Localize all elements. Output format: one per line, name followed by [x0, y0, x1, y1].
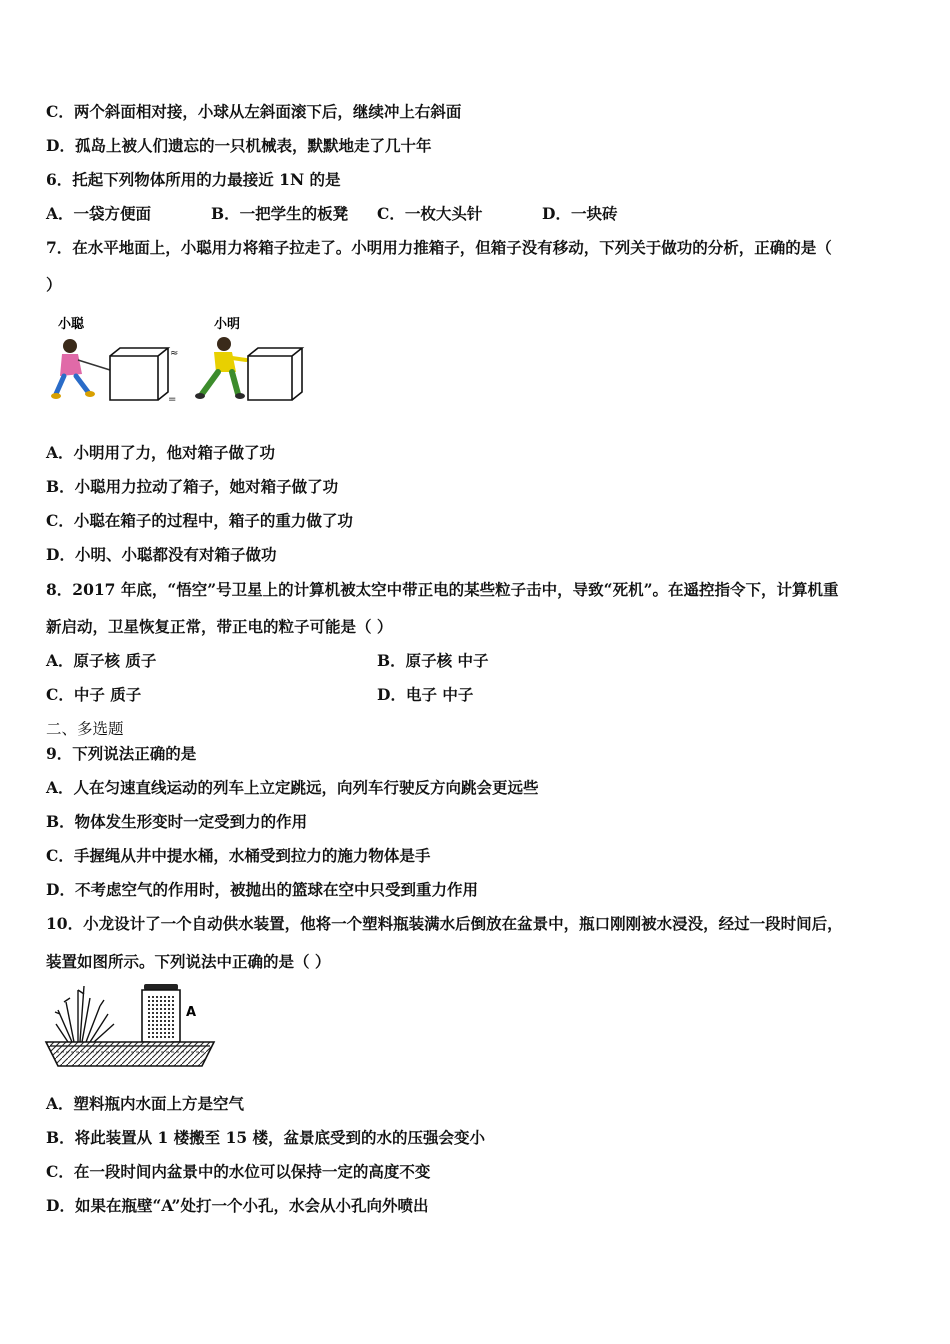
q7-label-xiaocong: 小聪	[58, 317, 85, 332]
q10-figure-drawing	[44, 980, 216, 1076]
q6-option-c: C．一枚大头针	[377, 204, 483, 223]
q10-option-c: C．在一段时间内盆景中的水位可以保持一定的高度不变	[46, 1162, 431, 1181]
q8-option-a: A．原子核 质子	[46, 651, 157, 670]
q10-option-d: D．如果在瓶壁“A”处打一个小孔，水会从小孔向外喷出	[46, 1196, 429, 1215]
q7-stem-line1: 7．在水平地面上，小聪用力将箱子拉走了。小明用力推箱子，但箱子没有移动，下列关于做功的分析，正确的是（	[46, 238, 832, 257]
girl-head-icon	[63, 339, 77, 353]
q8-options-row1	[46, 651, 906, 671]
q7-option-a: A．小明用了力，他对箱子做了功	[46, 443, 276, 462]
section-heading-multiple-choice: 二、多选题	[46, 720, 124, 738]
q8-options-row2	[46, 685, 906, 705]
q10-stem-line2: 装置如图所示。下列说法中正确的是（ ）	[46, 952, 331, 971]
q10-label-a: A	[186, 1005, 197, 1020]
q9-option-a: A．人在匀速直线运动的列车上立定跳远，向列车行驶反方向跳会更远些	[46, 778, 539, 797]
q9-option-b: B．物体发生形变时一定受到力的作用	[46, 812, 308, 831]
q9-option-c: C．手握绳从井中提水桶，水桶受到拉力的施力物体是手	[46, 846, 431, 865]
svg-text:≈: ≈	[170, 348, 179, 359]
q8-option-d: D．电子 中子	[377, 685, 474, 704]
q7-option-b: B．小聪用力拉动了箱子，她对箱子做了功	[46, 477, 339, 496]
boy-legs-icon	[202, 372, 238, 394]
plant-icon	[55, 986, 114, 1042]
q6-option-a: A．一袋方便面	[46, 204, 152, 223]
box-right-icon	[248, 348, 302, 400]
q8-option-b: B．原子核 中子	[377, 651, 489, 670]
q6-stem: 6．托起下列物体所用的力最接近 1N 的是	[46, 170, 341, 189]
q9-stem: 9．下列说法正确的是	[46, 744, 197, 763]
svg-text:=: =	[168, 394, 177, 405]
girl-legs-icon	[56, 376, 88, 394]
q10-stem-line1: 10．小龙设计了一个自动供水装置，他将一个塑料瓶装满水后倒放在盆景中，瓶口刚刚被水浸没，经过一段时间后，	[46, 914, 843, 933]
q7-option-d: D．小明、小聪都没有对箱子做功	[46, 545, 277, 564]
q7-label-xiaoming: 小明	[214, 317, 241, 332]
boy-body-icon	[214, 352, 236, 372]
q6-options	[46, 204, 906, 224]
q5-option-d: D．孤岛上被人们遗忘的一只机械表，默默地走了几十年	[46, 136, 432, 155]
q6-option-b: B．一把学生的板凳	[211, 204, 349, 223]
q7-option-c: C．小聪在箱子的过程中，箱子的重力做了功	[46, 511, 353, 530]
q7-figure-drawing	[48, 314, 308, 406]
q10-option-a: A．塑料瓶内水面上方是空气	[46, 1094, 245, 1113]
q10-figure	[44, 980, 216, 1076]
basin-icon	[46, 1042, 214, 1066]
girl-body-icon	[60, 354, 82, 376]
box-left-icon	[110, 348, 168, 400]
q7-figure	[48, 314, 308, 406]
boy-head-icon	[217, 337, 231, 351]
q8-stem-line1: 8．2017 年底，“悟空”号卫星上的计算机被太空中带正电的某些粒子击中，导致“死机”。在遥控指令下，计算机重	[46, 580, 839, 599]
q6-option-d: D．一块砖	[542, 204, 618, 223]
rope-icon	[78, 360, 110, 370]
q8-stem-line2: 新启动，卫星恢复正常，带正电的粒子可能是（ ）	[46, 617, 393, 636]
q8-option-c: C．中子 质子	[46, 685, 142, 704]
q5-option-c: C．两个斜面相对接，小球从左斜面滚下后，继续冲上右斜面	[46, 102, 462, 121]
q10-option-b: B．将此装置从 1 楼搬至 15 楼，盆景底受到的水的压强会变小	[46, 1128, 486, 1147]
q9-option-d: D．不考虑空气的作用时，被抛出的篮球在空中只受到重力作用	[46, 880, 478, 899]
q7-stem-line2: ）	[46, 275, 62, 294]
